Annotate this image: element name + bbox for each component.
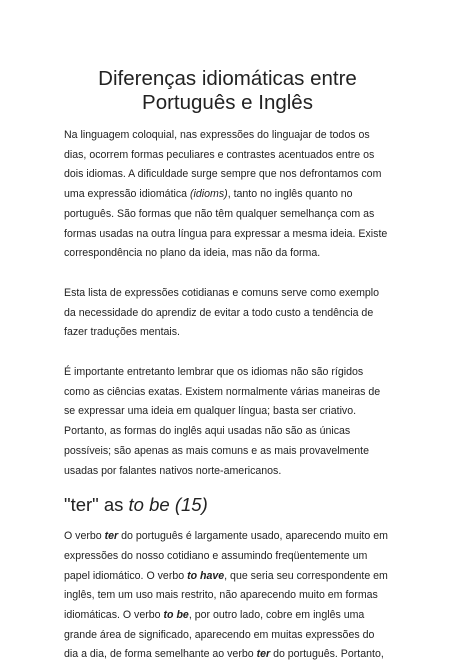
heading-suffix: (15) [169,494,208,516]
term-ter-2: ter [256,648,271,661]
intro-paragraph [64,126,391,264]
intro-text-2: , tanto no inglês quanto no português. São formas que não têm qualquer semelhança com as formas usadas na outra língua para expressar a mesma ideia. Existe correspondência no plano da ideia, mas não da forma. [64,188,388,260]
ter-text-3: , que seria seu correspondente em inglês, tem um uso mais restrito, não aparecendo muito em formas idiomáticas. O verbo [64,569,388,622]
ter-explanation-paragraph [64,527,391,665]
ter-text-2: do português é largamente usado, aparecendo muito em expressões do nosso cotidiano e assumindo freqüentemente um papel idiomático. O verbo [64,530,388,582]
document-title [64,67,391,115]
ter-text-4: , por outro lado, cobre em inglês uma grande área de significado, aparecendo em muitas expressões do dia a dia, de forma semelhante ao verbo [64,609,375,661]
term-to-have: to have [187,569,225,582]
term-ter: ter [104,530,119,543]
list-purpose-paragraph: Esta lista de expressões cotidianas e comuns serve como exemplo da necessidade do aprendiz de evitar a todo custo a tendência de fazer traduções mentais. [64,286,380,339]
ter-text-5: do português. Portanto, [270,648,384,661]
title-line-2: Português e Inglês [142,91,313,114]
flexibility-paragraph: É importante entretanto lembrar que os idiomas não são rígidos como as ciências exatas. Existem normalmente várias maneiras de se expressar uma ideia em qualquer língua; basta ser criativo. Portanto, as formas do inglês aqui usadas não são as únicas possíveis; são apenas as mais comuns e as mais provavelmente usadas por falantes nativos norte-americanos. [64,366,381,477]
section-heading-ter-as-to-be [64,493,391,517]
heading-prefix: "ter" as [64,494,129,516]
idioms-term: (idioms) [190,188,228,201]
term-to-be: to be [163,609,189,622]
heading-em: to be [128,494,170,516]
title-line-1: Diferenças idiomáticas entre [98,67,357,90]
intro-text-1: Na linguagem coloquial, nas expressões do linguajar de todos os dias, ocorrem formas peculiares e contrastes acentuados entre os dois idiomas. A dificuldade surge sempre que nos defrontamos com uma expressão idiomática [64,129,382,201]
ter-text-1: O verbo [64,530,105,543]
